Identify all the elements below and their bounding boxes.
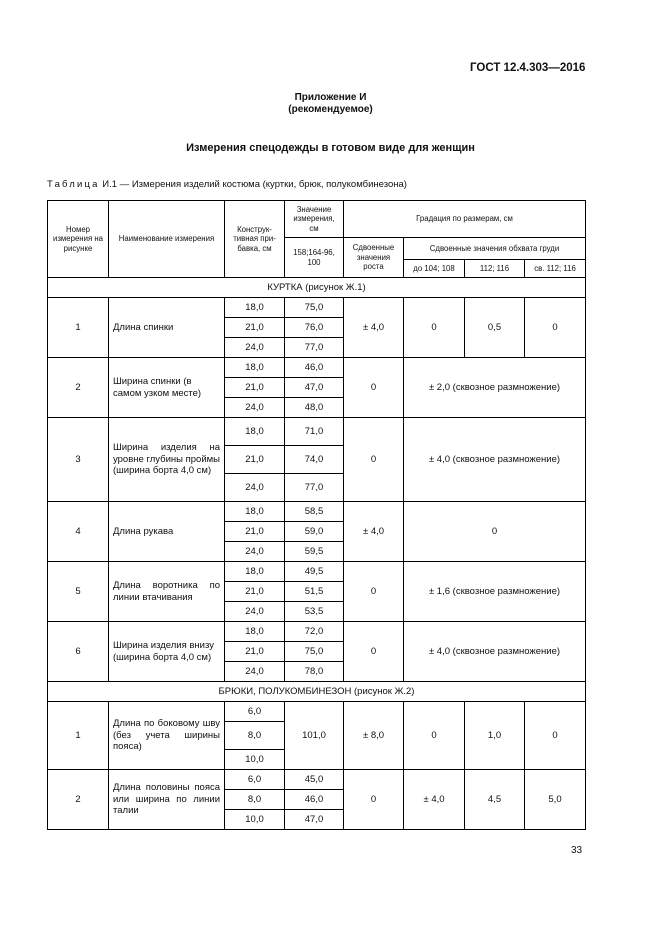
grad-cell: 0 xyxy=(404,298,465,358)
row-name: Ширина изделия на уровне глубины проймы (ширина борта 4,0 см) xyxy=(109,418,225,502)
grad-cell: ± 4,0 xyxy=(404,770,465,830)
height-cell: 0 xyxy=(344,770,404,830)
value-cell: 78,0 xyxy=(285,662,344,682)
value-cell: 77,0 xyxy=(285,474,344,502)
row-num: 1 xyxy=(48,298,109,358)
grad-merged-cell: 0 xyxy=(404,502,586,562)
page-heading: Измерения спецодежды в готовом виде для женщин xyxy=(186,142,475,154)
allowance-cell: 21,0 xyxy=(225,642,285,662)
allowance-cell: 6,0 xyxy=(225,770,285,790)
value-cell: 59,0 xyxy=(285,522,344,542)
value-cell: 71,0 xyxy=(285,418,344,446)
table-row xyxy=(48,770,586,790)
height-cell: 0 xyxy=(344,562,404,622)
table-caption xyxy=(47,179,407,190)
value-cell: 51,5 xyxy=(285,582,344,602)
section-trousers: БРЮКИ, ПОЛУКОМБИНЕЗОН (рисунок Ж.2) xyxy=(48,682,586,702)
caption-label: Таблица xyxy=(47,179,100,190)
table-row xyxy=(48,298,586,318)
row-num: 6 xyxy=(48,622,109,682)
header-chest-3: св. 112; 116 xyxy=(525,260,586,278)
row-num: 2 xyxy=(48,770,109,830)
value-cell: 75,0 xyxy=(285,298,344,318)
value-cell: 47,0 xyxy=(285,378,344,398)
table-row xyxy=(48,622,586,642)
header-chest-2: 112; 116 xyxy=(465,260,525,278)
section-jacket: КУРТКА (рисунок Ж.1) xyxy=(48,278,586,298)
row-name: Длина воротника по линии втачивания xyxy=(109,562,225,622)
row-num: 4 xyxy=(48,502,109,562)
allowance-cell: 24,0 xyxy=(225,662,285,682)
table-row xyxy=(48,562,586,582)
row-name: Длина рукава xyxy=(109,502,225,562)
allowance-cell: 21,0 xyxy=(225,582,285,602)
allowance-cell: 6,0 xyxy=(225,702,285,722)
value-cell: 59,5 xyxy=(285,542,344,562)
grad-merged-cell: ± 1,6 (сквозное размножение) xyxy=(404,562,586,622)
header-doubled-height: Сдвоенные значения роста xyxy=(344,238,404,278)
grad-cell: 0 xyxy=(525,298,586,358)
table-row xyxy=(48,702,586,722)
allowance-cell: 8,0 xyxy=(225,790,285,810)
grad-cell: 0,5 xyxy=(465,298,525,358)
allowance-cell: 21,0 xyxy=(225,318,285,338)
height-cell: ± 4,0 xyxy=(344,298,404,358)
allowance-cell: 21,0 xyxy=(225,446,285,474)
value-cell: 76,0 xyxy=(285,318,344,338)
value-cell: 48,0 xyxy=(285,398,344,418)
value-cell: 46,0 xyxy=(285,790,344,810)
height-cell: 0 xyxy=(344,622,404,682)
allowance-cell: 18,0 xyxy=(225,418,285,446)
row-name: Длина половины пояса или ширина по линии талии xyxy=(109,770,225,830)
row-num: 5 xyxy=(48,562,109,622)
grad-merged-cell: ± 4,0 (сквозное размножение) xyxy=(404,622,586,682)
table-row xyxy=(48,358,586,378)
caption-number: И.1 xyxy=(102,179,118,190)
allowance-cell: 18,0 xyxy=(225,562,285,582)
height-cell: ± 8,0 xyxy=(344,702,404,770)
header-value-sizes: 158;164-96, 100 xyxy=(285,238,344,278)
value-cell: 47,0 xyxy=(285,810,344,830)
allowance-cell: 18,0 xyxy=(225,502,285,522)
row-num: 1 xyxy=(48,702,109,770)
page-number: 33 xyxy=(571,845,583,856)
allowance-cell: 24,0 xyxy=(225,602,285,622)
allowance-cell: 18,0 xyxy=(225,622,285,642)
row-num: 2 xyxy=(48,358,109,418)
row-name: Ширина изделия внизу (ширина борта 4,0 см) xyxy=(109,622,225,682)
value-cell: 58,5 xyxy=(285,502,344,522)
header-num: Номер измерения на рисунке xyxy=(48,201,109,278)
grad-cell: 0 xyxy=(404,702,465,770)
allowance-cell: 18,0 xyxy=(225,358,285,378)
row-num: 3 xyxy=(48,418,109,502)
value-cell: 53,5 xyxy=(285,602,344,622)
allowance-cell: 24,0 xyxy=(225,338,285,358)
allowance-cell: 10,0 xyxy=(225,750,285,770)
grad-cell: 1,0 xyxy=(465,702,525,770)
value-cell: 75,0 xyxy=(285,642,344,662)
row-name: Длина спинки xyxy=(109,298,225,358)
appendix-title: Приложение И xyxy=(294,92,367,103)
header-value: Значение измерения, см xyxy=(285,201,344,238)
allowance-cell: 8,0 xyxy=(225,722,285,750)
grad-cell: 5,0 xyxy=(525,770,586,830)
value-cell: 77,0 xyxy=(285,338,344,358)
table-row xyxy=(48,418,586,446)
header-allowance: Конструк-тивная при-бавка, см xyxy=(225,201,285,278)
value-cell: 72,0 xyxy=(285,622,344,642)
appendix-subtitle: (рекомендуемое) xyxy=(288,104,373,115)
measurements-table xyxy=(47,200,586,830)
value-cell: 49,5 xyxy=(285,562,344,582)
header-chest: Сдвоенные значения обхвата груди xyxy=(404,238,586,260)
header-chest-1: до 104; 108 xyxy=(404,260,465,278)
allowance-cell: 24,0 xyxy=(225,474,285,502)
allowance-cell: 18,0 xyxy=(225,298,285,318)
allowance-cell: 24,0 xyxy=(225,542,285,562)
height-cell: 0 xyxy=(344,358,404,418)
standard-number: ГОСТ 12.4.303—2016 xyxy=(470,62,586,74)
height-cell: ± 4,0 xyxy=(344,502,404,562)
allowance-cell: 21,0 xyxy=(225,522,285,542)
value-cell: 101,0 xyxy=(285,702,344,770)
value-cell: 46,0 xyxy=(285,358,344,378)
value-cell: 74,0 xyxy=(285,446,344,474)
grad-cell: 0 xyxy=(525,702,586,770)
allowance-cell: 24,0 xyxy=(225,398,285,418)
grad-merged-cell: ± 4,0 (сквозное размножение) xyxy=(404,418,586,502)
row-name: Длина по боковому шву (без учета ширины пояса) xyxy=(109,702,225,770)
value-cell: 45,0 xyxy=(285,770,344,790)
allowance-cell: 10,0 xyxy=(225,810,285,830)
grad-merged-cell: ± 2,0 (сквозное размножение) xyxy=(404,358,586,418)
caption-text: — Измерения изделий костюма (куртки, брюк, полукомбинезона) xyxy=(117,179,407,190)
header-name: Наименование измерения xyxy=(109,201,225,278)
table-row xyxy=(48,502,586,522)
height-cell: 0 xyxy=(344,418,404,502)
row-name: Ширина спинки (в самом узком месте) xyxy=(109,358,225,418)
allowance-cell: 21,0 xyxy=(225,378,285,398)
header-gradation: Градация по размерам, см xyxy=(344,201,586,238)
grad-cell: 4,5 xyxy=(465,770,525,830)
